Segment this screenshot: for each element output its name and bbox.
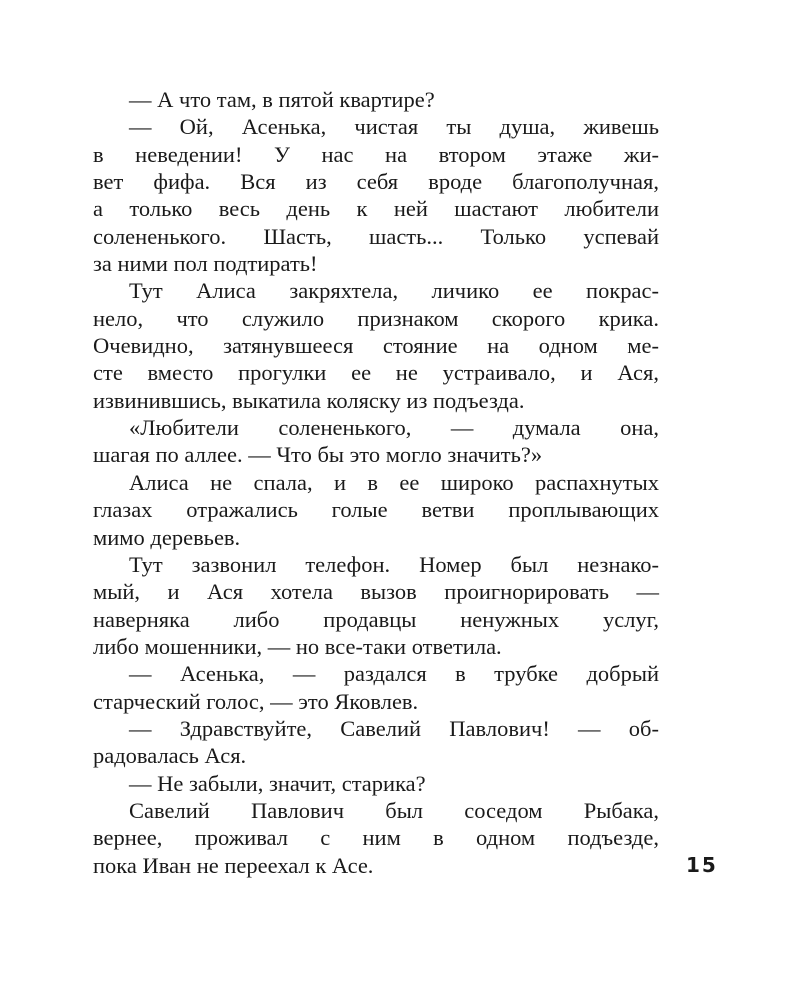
text-line: радовалась Ася. <box>93 743 247 769</box>
text-line: мимо деревьев. <box>93 524 241 550</box>
text-line: вернее, проживал с ним в одном подъезде, <box>93 825 659 851</box>
text-line: наверняка либо продавцы ненужных услуг, <box>93 606 659 632</box>
text-line: — Здравствуйте, Савелий Павлович! — об- <box>129 715 659 741</box>
text-line: Тут зазвонил телефон. Номер был незнако- <box>129 551 659 577</box>
page-number: 15 <box>686 853 718 877</box>
text-line: — Ой, Асенька, чистая ты душа, живешь <box>129 114 659 140</box>
text-line: — А что там, в пятой квартире? <box>129 87 435 112</box>
text-line: старческий голос, — это Яковлев. <box>93 688 419 714</box>
text-line: шагая по аллее. — Что бы это могло значить?» <box>93 442 543 468</box>
text-line: — Не забыли, значит, старика? <box>129 770 426 796</box>
text-line: глазах отражались голые ветви проплывающих <box>93 497 659 523</box>
text-line: мый, и Ася хотела вызов проигнорировать — <box>93 579 659 605</box>
text-line: Алиса не спала, и в ее широко распахнутых <box>129 469 659 495</box>
text-line: солененького. Шасть, шасть... Только успевай <box>93 223 659 249</box>
text-line: пока Иван не переехал к Асе. <box>93 852 374 878</box>
text-line: в неведении! У нас на втором этаже жи- <box>93 141 659 167</box>
text-line: вет фифа. Вся из себя вроде благополучная, <box>93 169 659 195</box>
text-line: извинившись, выкатила коляску из подъезда. <box>93 387 525 413</box>
text-line: за ними пол подтирать! <box>93 251 318 277</box>
text-line: либо мошенники, — но все-таки ответила. <box>93 633 502 659</box>
text-line: Очевидно, затянувшееся стояние на одном ме- <box>93 333 659 359</box>
text-line: Савелий Павлович был соседом Рыбака, <box>129 797 659 823</box>
text-line: сте вместо прогулки ее не устраивало, и Ася, <box>93 360 659 386</box>
body-text <box>93 86 659 879</box>
text-line: «Любители солененького, — думала она, <box>129 415 659 441</box>
text-line: а только весь день к ней шастают любители <box>93 196 659 222</box>
text-line: — Асенька, — раздался в трубке добрый <box>129 661 659 687</box>
text-line: Тут Алиса закряхтела, личико ее покрас- <box>129 278 659 304</box>
text-line: нело, что служило признаком скорого крика. <box>93 305 659 331</box>
